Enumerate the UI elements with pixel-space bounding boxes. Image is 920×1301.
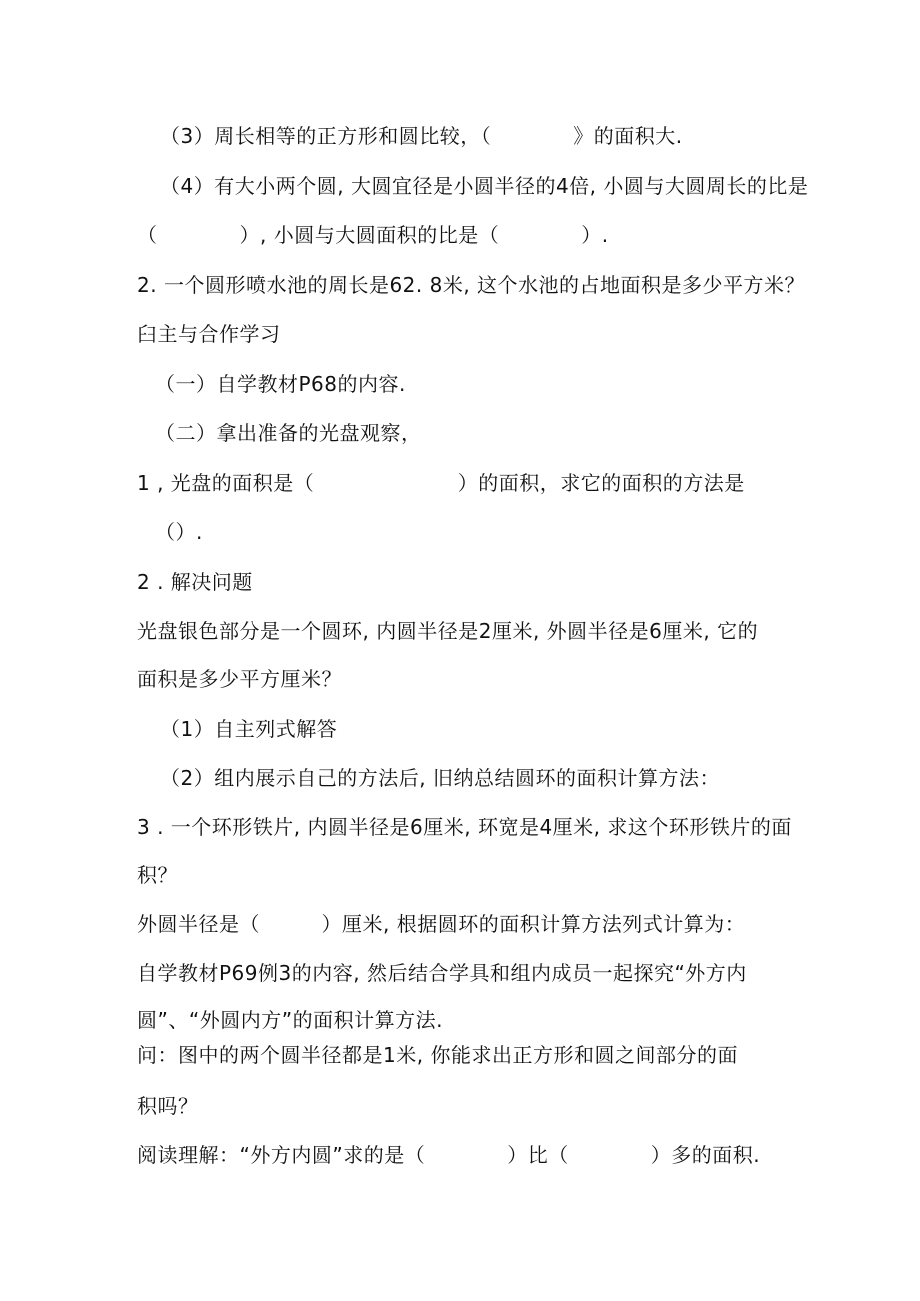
text-line-q3: （3）周长相等的正方形和圆比较，（ 》的面积大. bbox=[160, 124, 683, 148]
text-line-sub-1: （1）自主列式解答 bbox=[160, 717, 338, 741]
text-line-item-1: 1 , 光盘的面积是（ ）的面积，求它的面积的方法是 bbox=[137, 471, 745, 495]
text-line-q4: （4）有大小两个圆, 大圆宜径是小圆半径的4倍, 小圆与大圆周长的比是 bbox=[160, 174, 809, 198]
text-line-q4-cont: （ ）, 小圆与大圆面积的比是（ ）. bbox=[137, 223, 609, 247]
text-line-disc-problem: 光盘银色部分是一个圆环, 内圆半径是2厘米, 外圆半径是6厘米, 它的 bbox=[137, 619, 759, 643]
text-line-question-cont: 积吗？ bbox=[137, 1094, 199, 1118]
text-line-item-1-cont: （）. bbox=[155, 520, 203, 544]
text-line-self-study: 自学教材P69例3的内容, 然后结合学具和组内成员一起探究“外方内 bbox=[137, 961, 747, 985]
text-line-outer-radius: 外圆半径是（ ）厘米, 根据圆环的面积计算方法列式计算为： bbox=[137, 912, 746, 936]
text-line-disc-problem-cont: 面积是多少平方厘米？ bbox=[137, 667, 342, 691]
text-line-item-3: 3 . 一个环形铁片, 内圆半径是6厘米, 环宽是4厘米, 求这个环形铁片的面 bbox=[137, 815, 792, 839]
text-line-sub-2: （2）组内展示自己的方法后, 旧纳总结圆环的面积计算方法： bbox=[160, 766, 720, 790]
text-line-self-study-cont: 圆”、“外圆内方”的面积计算方法. bbox=[137, 1008, 443, 1032]
section-heading: 臼主与合作学习 bbox=[137, 322, 281, 346]
text-line-step-1: （一）自学教材P68的内容. bbox=[155, 372, 406, 396]
text-line-step-2: （二）拿出准备的光盘观察， bbox=[155, 421, 422, 445]
text-line-item-2: 2 . 解决问题 bbox=[137, 570, 253, 594]
text-line-problem-2: 2. 一个圆形喷水池的周长是62. 8米, 这个水池的占地面积是多少平方米？ bbox=[137, 273, 806, 297]
text-line-reading: 阅读理解：“外方内圆”求的是（ ）比（ ）多的面积. bbox=[137, 1143, 761, 1167]
text-line-question: 问：图中的两个圆半径都是1米, 你能求出正方形和圆之间部分的面 bbox=[137, 1043, 738, 1067]
text-line-item-3-cont: 积？ bbox=[137, 863, 178, 887]
